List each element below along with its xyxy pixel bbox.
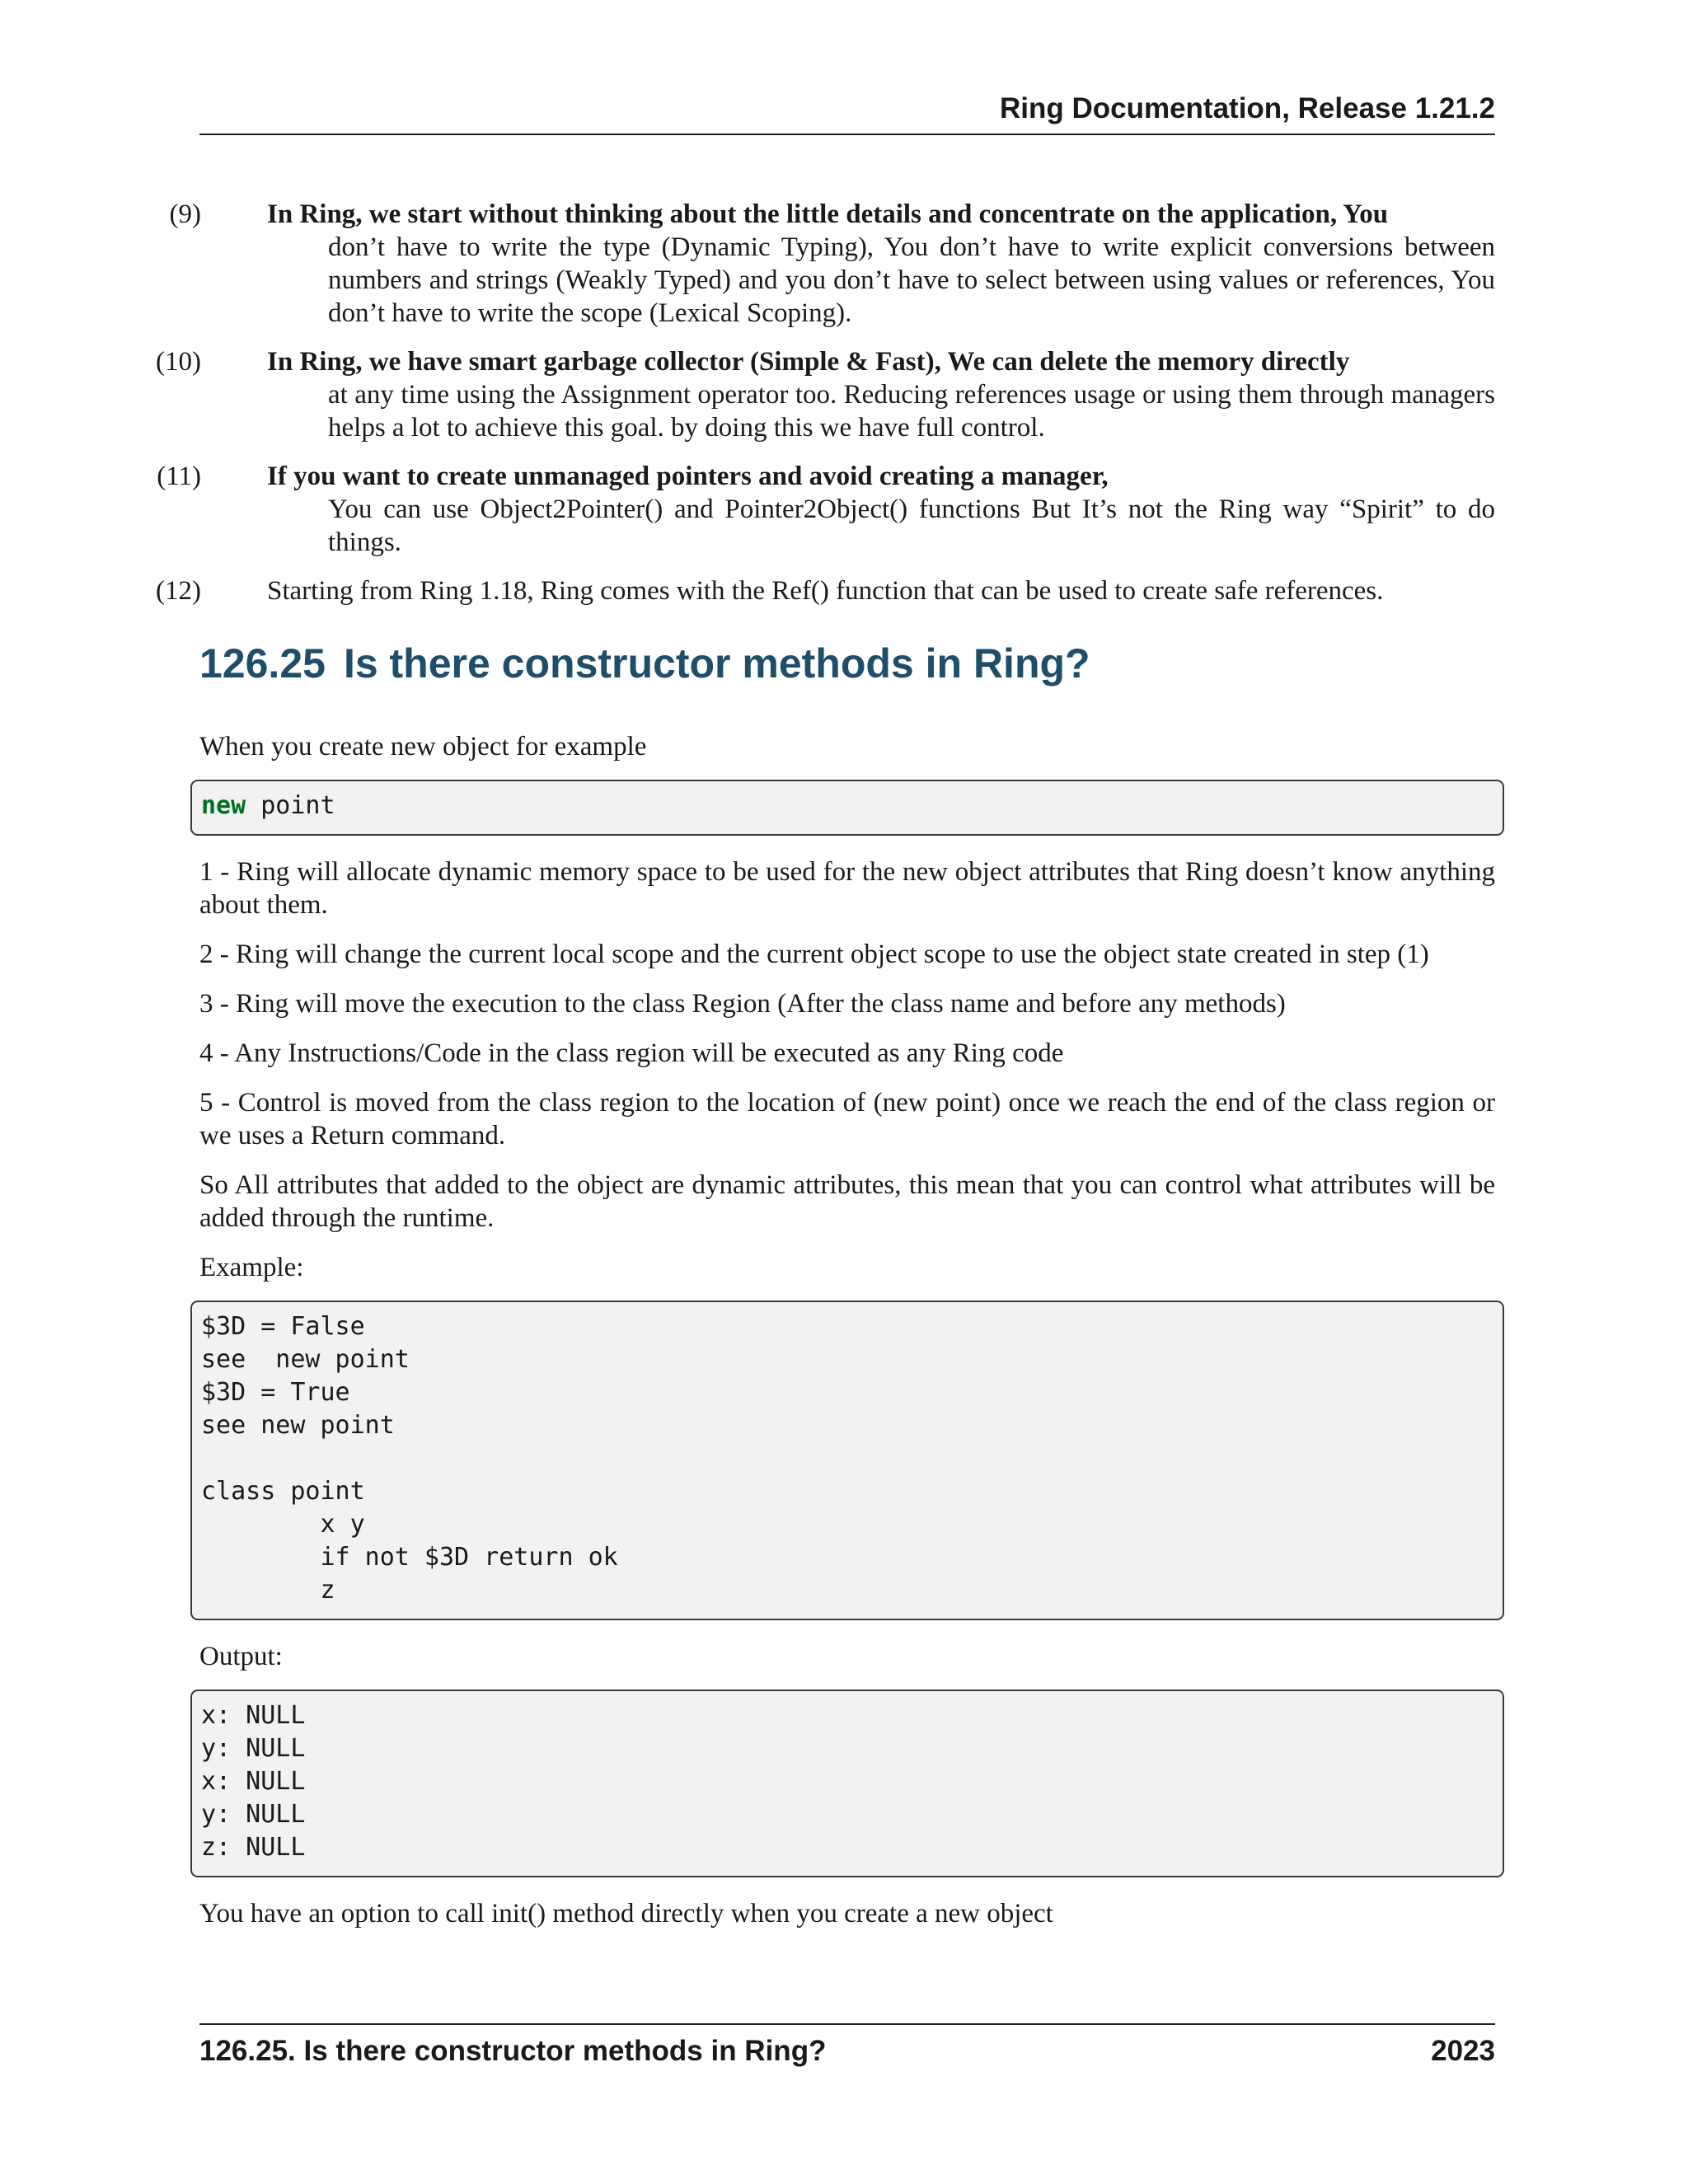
feature-list xyxy=(156,198,1495,623)
step-paragraph: 4 - Any Instructions/Code in the class region will be executed as any Ring code xyxy=(199,1038,1064,1068)
code-keyword: new xyxy=(201,791,246,820)
code-line: if not $3D return ok xyxy=(201,1543,618,1572)
item-term: If you want to create unmanaged pointers and avoid creating a manager, xyxy=(267,462,1109,491)
code-block-output xyxy=(190,1690,1504,1877)
code-line: see new point xyxy=(201,1411,395,1440)
list-item xyxy=(156,345,1495,444)
item-number: (10) xyxy=(156,347,201,377)
running-footer xyxy=(199,2023,1495,2071)
intro-paragraph: When you create new object for example xyxy=(199,732,647,762)
section-title-text: Is there constructor methods in Ring? xyxy=(343,640,1090,687)
code-line: z: NULL xyxy=(201,1833,306,1862)
example-label: Example: xyxy=(199,1253,304,1282)
footer-section: 126.25. Is there constructor methods in Ring? xyxy=(199,2035,827,2067)
code-line xyxy=(201,1442,1493,1475)
item-number: (11) xyxy=(157,462,201,491)
code-line: class point xyxy=(201,1477,365,1506)
list-item xyxy=(169,198,1495,330)
code-line: $3D = False xyxy=(201,1312,365,1341)
page-number: 2023 xyxy=(1431,2035,1495,2067)
code-text: point xyxy=(246,791,335,820)
closing-paragraph: You have an option to call init() method directly when you create a new object xyxy=(199,1899,1053,1929)
step-paragraph: 1 - Ring will allocate dynamic memory space to be used for the new object attributes that Ring doesn’t know anything about them. xyxy=(199,857,1495,920)
section-heading xyxy=(199,635,1090,692)
code-line: z xyxy=(201,1576,335,1605)
code-line: $3D = True xyxy=(201,1378,350,1407)
header-title: Ring Documentation, Release 1.21.2 xyxy=(999,92,1495,124)
code-line: x: NULL xyxy=(201,1701,306,1730)
item-number: (9) xyxy=(169,199,201,229)
item-definition: You can use Object2Pointer() and Pointer2Object() functions But It’s not the Ring way “Spirit” to do things. xyxy=(328,494,1495,557)
code-line: x: NULL xyxy=(201,1767,306,1796)
item-definition: at any time using the Assignment operator too. Reducing references usage or using them through managers helps a lot to achieve this goal. by doing this we have full control. xyxy=(328,380,1495,443)
item-term: In Ring, we start without thinking about the little details and concentrate on the application, You xyxy=(267,199,1389,229)
step-paragraph: 2 - Ring will change the current local scope and the current object scope to use the object state created in step (1) xyxy=(199,940,1429,969)
code-line: y: NULL xyxy=(201,1800,306,1829)
code-block-new-point xyxy=(190,780,1504,836)
list-item xyxy=(156,574,1495,607)
step-paragraph: 3 - Ring will move the execution to the class Region (After the class name and before any methods) xyxy=(199,989,1286,1019)
code-line xyxy=(201,790,1493,823)
running-header xyxy=(199,89,1495,135)
code-line: x y xyxy=(201,1510,365,1539)
code-block-example xyxy=(190,1301,1504,1620)
section-body xyxy=(199,730,1495,1947)
summary-paragraph: So All attributes that added to the object are dynamic attributes, this mean that you can control what attributes will be added through the runtime. xyxy=(199,1170,1495,1233)
code-line: see new point xyxy=(201,1345,410,1374)
item-term: In Ring, we have smart garbage collector (Simple & Fast), We can delete the memory directly xyxy=(267,347,1350,377)
item-definition: don’t have to write the type (Dynamic Typing), You don’t have to write explicit conversions between numbers and strings (Weakly Typed) and you don’t have to select between using values or references, You don’t have to write the scope (Lexical Scoping). xyxy=(328,232,1495,328)
step-paragraph: 5 - Control is moved from the class region to the location of (new point) once we reach the end of the class region or we uses a Return command. xyxy=(199,1088,1495,1151)
section-number: 126.25 xyxy=(199,640,326,687)
code-line: y: NULL xyxy=(201,1734,306,1763)
item-number: (12) xyxy=(156,576,201,606)
list-item xyxy=(157,460,1495,559)
output-label: Output: xyxy=(199,1642,283,1671)
item-text: Starting from Ring 1.18, Ring comes with the Ref() function that can be used to create safe references. xyxy=(267,576,1384,606)
